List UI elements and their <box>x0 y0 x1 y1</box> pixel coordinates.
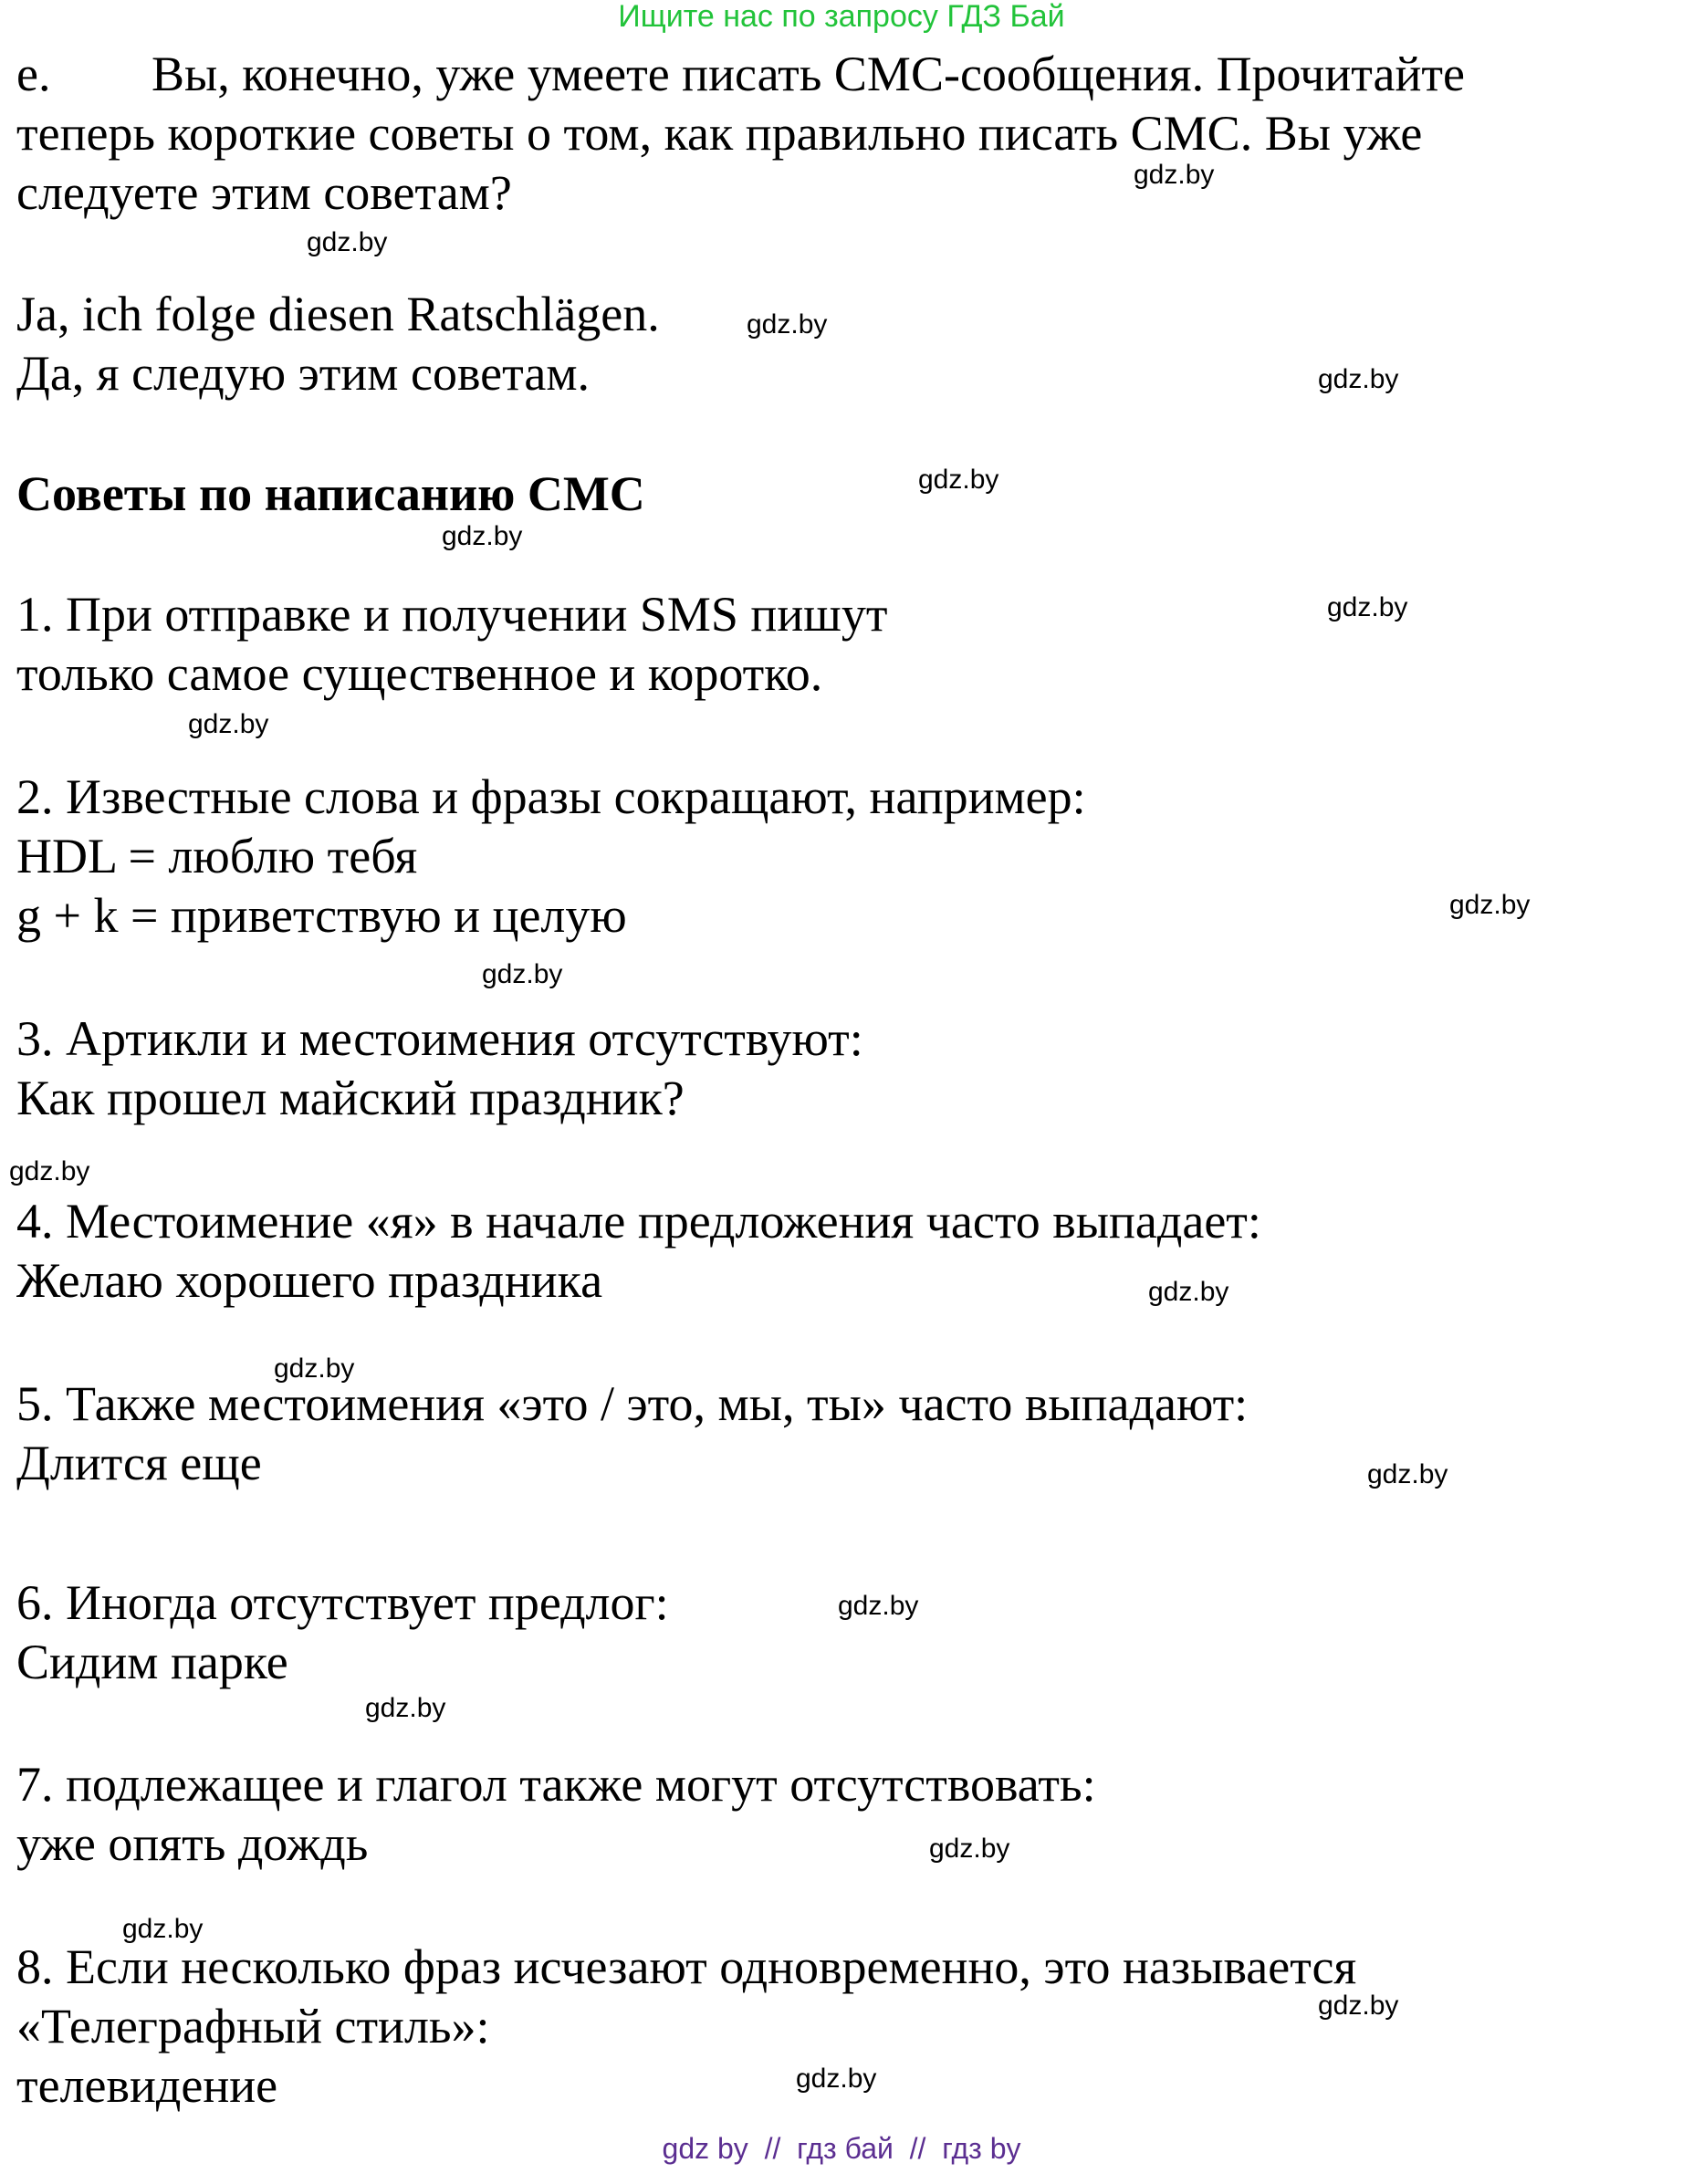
watermark: gdz.by <box>838 1591 919 1621</box>
tip-2-line-2: HDL = люблю тебя <box>16 829 418 883</box>
tip-5-line-2: Длится еще <box>16 1436 262 1490</box>
watermark: gdz.by <box>1367 1459 1448 1489</box>
task-line-3: следуете этим советам? <box>16 165 512 220</box>
answer-german: Ja, ich folge diesen Ratschlägen. <box>16 287 660 341</box>
watermark: gdz.by <box>482 959 563 989</box>
tip-7-line-1: 7. подлежащее и глагол также могут отсутствовать: <box>16 1757 1096 1812</box>
tip-2-line-3: g + k = приветствую и целую <box>16 888 627 943</box>
tip-6-line-2: Сидим парке <box>16 1635 288 1689</box>
watermark: gdz.by <box>1148 1277 1229 1307</box>
task-line-1 <box>16 44 1465 104</box>
watermark: gdz.by <box>1134 160 1215 190</box>
watermark: gdz.by <box>747 309 828 340</box>
task-line-2: теперь короткие советы о том, как правильно писать СМС. Вы уже <box>16 106 1423 161</box>
tip-4-line-1: 4. Местоимение «я» в начале предложения часто выпадает: <box>16 1194 1261 1249</box>
tip-2-line-1: 2. Известные слова и фразы сокращают, например: <box>16 769 1086 824</box>
tip-1-line-1: 1. При отправке и получении SMS пишут <box>16 587 888 642</box>
watermark: gdz.by <box>442 521 523 551</box>
watermark: gdz.by <box>1318 1991 1399 2021</box>
top-banner: Ищите нас по запросу ГДЗ Бай <box>618 0 1065 34</box>
tip-3-line-1: 3. Артикли и местоимения отсутствуют: <box>16 1011 863 1066</box>
tip-4-line-2: Желаю хорошего праздника <box>16 1253 603 1308</box>
watermark: gdz.by <box>918 465 999 495</box>
task-label: e. <box>16 47 51 101</box>
watermark: gdz.by <box>365 1693 446 1723</box>
answer-russian: Да, я следую этим советам. <box>16 346 590 401</box>
tip-1-line-2: только самое существенное и коротко. <box>16 646 823 701</box>
tip-3-line-2: Как прошел майский праздник? <box>16 1071 685 1125</box>
watermark: gdz.by <box>274 1353 355 1384</box>
tip-8-line-2: «Телеграфный стиль»: <box>16 1999 490 2053</box>
watermark: gdz.by <box>1318 364 1399 394</box>
tips-heading: Советы по написанию СМС <box>16 466 645 521</box>
watermark: gdz.by <box>796 2064 877 2094</box>
watermark: gdz.by <box>9 1156 90 1186</box>
tip-6-line-1: 6. Иногда отсутствует предлог: <box>16 1575 669 1630</box>
tip-5-line-1: 5. Также местоимения «это / это, мы, ты» часто выпадают: <box>16 1376 1249 1431</box>
watermark: gdz.by <box>188 709 269 739</box>
watermark: gdz.by <box>307 227 388 257</box>
task-text-1: Вы, конечно, уже умеете писать СМС-сообщения. Прочитайте <box>152 47 1465 101</box>
watermark: gdz.by <box>929 1834 1010 1864</box>
tip-7-line-2: уже опять дождь <box>16 1816 369 1871</box>
watermark: gdz.by <box>1327 592 1408 622</box>
tip-8-line-1: 8. Если несколько фраз исчезают одновременно, это называется <box>16 1939 1357 1994</box>
watermark: gdz.by <box>1449 890 1531 920</box>
tip-8-line-3: телевидение <box>16 2058 278 2113</box>
footer-links: gdz by // гдз бай // гдз by <box>662 2132 1021 2165</box>
watermark: gdz.by <box>122 1914 204 1944</box>
